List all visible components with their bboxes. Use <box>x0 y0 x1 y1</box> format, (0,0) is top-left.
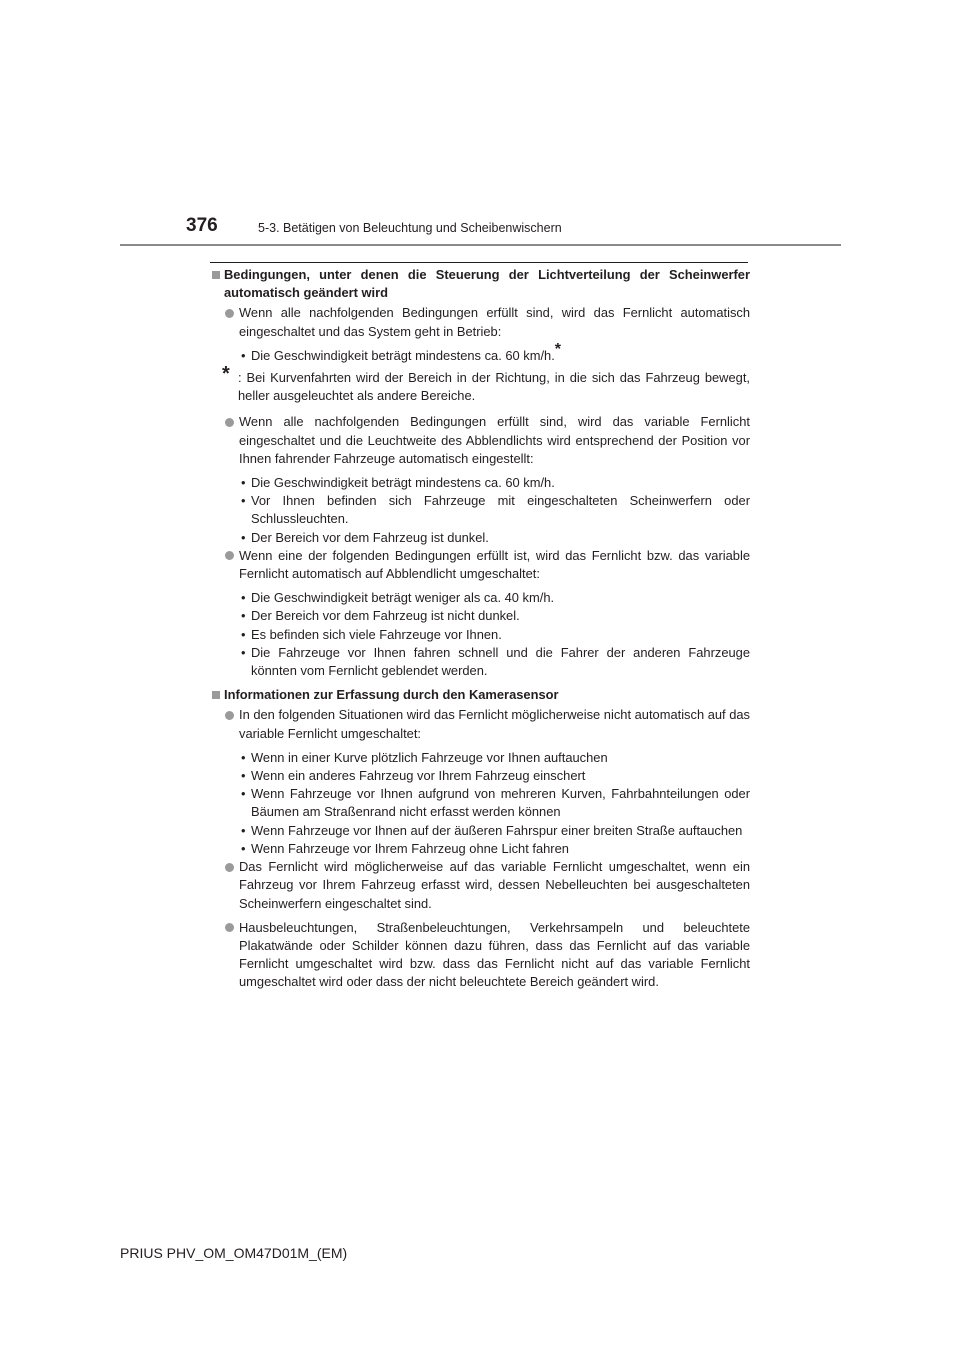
sub-bullet <box>212 529 750 547</box>
circle-bullet-icon <box>225 551 234 560</box>
bullet-mark: • <box>241 475 246 491</box>
bullet-text: Es befinden sich viele Fahrzeuge vor Ihnen. <box>251 626 502 642</box>
condition-item <box>212 413 750 468</box>
sub-bullet <box>212 822 750 840</box>
circle-bullet-icon <box>225 309 234 318</box>
bullet-text: Der Bereich vor dem Fahrzeug ist dunkel. <box>251 529 489 545</box>
bullet-text: Die Geschwindigkeit beträgt weniger als ca. 40 km/h. <box>251 590 555 606</box>
page-number: 376 <box>186 215 218 236</box>
item-text: Wenn alle nachfolgenden Bedingungen erfüllt sind, wird das variable Fernlicht eingeschaltet und die Leuchtweite des Abblendlichts wird entsprechend der Position vor Ihnen fahrender Fahrzeuge automatisch eingestellt: <box>239 414 750 466</box>
item-text: Wenn eine der folgenden Bedingungen erfüllt ist, wird das Fernlicht bzw. das variable Fernlicht automatisch auf Abblendlicht umgeschaltet: <box>239 547 750 582</box>
sub-bullet <box>212 749 750 767</box>
bullet-mark: • <box>241 529 246 545</box>
bullet-mark: • <box>241 644 246 660</box>
heading-text: Informationen zur Erfassung durch den Kamerasensor <box>224 687 559 703</box>
header-divider <box>120 244 841 246</box>
circle-bullet-icon <box>225 418 234 427</box>
condition-item <box>212 547 750 583</box>
item-text: Wenn alle nachfolgenden Bedingungen erfüllt sind, wird das Fernlicht automatisch eingeschaltet und das System geht in Betrieb: <box>239 305 750 339</box>
bullet-mark: • <box>241 347 246 363</box>
sub-bullet <box>212 767 750 785</box>
section-title: 5-3. Betätigen von Beleuchtung und Scheibenwischern <box>258 221 562 235</box>
sub-bullet <box>212 644 750 680</box>
heading-text: Bedingungen, unter denen die Steuerung der Lichtverteilung der Scheinwerfer automatisch geändert wird <box>224 267 750 301</box>
footnote-reference: * <box>554 340 562 358</box>
condition-item <box>212 304 750 340</box>
bullet-text: Die Fahrzeuge vor Ihnen fahren schnell und die Fahrer der anderen Fahrzeuge könnten vom Fernlicht geblendet werden. <box>251 644 750 679</box>
bullet-text: Wenn Fahrzeuge vor Ihrem Fahrzeug ohne Licht fahren <box>251 840 569 856</box>
bullet-text: Wenn Fahrzeuge vor Ihnen aufgrund von mehreren Kurven, Fahrbahnteilungen oder Bäumen am Straßenrand nicht erfasst werden können <box>251 786 750 820</box>
bullet-mark: • <box>241 822 246 838</box>
condition-item <box>212 706 750 742</box>
bullet-text: Der Bereich vor dem Fahrzeug ist nicht dunkel. <box>251 608 520 624</box>
square-bullet-icon <box>212 271 220 279</box>
item-text: In den folgenden Situationen wird das Fernlicht möglicherweise nicht automatisch auf das variable Fernlicht umgeschaltet: <box>239 707 750 741</box>
bullet-text: Vor Ihnen befinden sich Fahrzeuge mit eingeschalteten Scheinwerfern oder Schlussleuchten. <box>251 493 750 527</box>
square-bullet-icon <box>212 691 220 699</box>
bullet-mark: • <box>241 749 246 765</box>
sub-bullet <box>212 607 750 625</box>
sub-bullet <box>212 589 750 607</box>
circle-bullet-icon <box>225 923 234 932</box>
section-heading <box>212 686 750 704</box>
bullet-mark: • <box>241 840 246 856</box>
bullet-mark: • <box>241 768 246 784</box>
condition-item <box>212 919 750 992</box>
sub-bullet <box>212 840 750 858</box>
sub-bullet <box>212 340 750 365</box>
circle-bullet-icon <box>225 711 234 720</box>
bullet-mark: • <box>241 786 246 802</box>
bullet-mark: • <box>241 493 246 509</box>
bullet-mark: • <box>241 590 246 606</box>
footnote <box>212 363 750 405</box>
item-text: Das Fernlicht wird möglicherweise auf das variable Fernlicht umgeschaltet, wenn ein Fahrzeug vor Ihrem Fahrzeug erfasst wird, dessen Nebelleuchten bei ausgeschalteten Scheinwerfern eingeschaltet sind. <box>239 859 750 911</box>
sub-bullet <box>212 492 750 528</box>
bullet-text: Die Geschwindigkeit beträgt mindestens ca. 60 km/h. <box>251 475 555 491</box>
bullet-mark: • <box>241 608 246 624</box>
footnote-text: : Bei Kurvenfahrten wird der Bereich in der Richtung, in die sich das Fahrzeug bewegt, heller ausgeleuchtet als andere Bereiche. <box>238 370 750 404</box>
footnote-mark: * <box>222 363 230 386</box>
sub-bullet <box>212 626 750 644</box>
bullet-text: Die Geschwindigkeit beträgt mindestens ca. 60 km/h. <box>251 347 555 363</box>
document-id: PRIUS PHV_OM_OM47D01M_(EM) <box>120 1245 348 1261</box>
item-text: Hausbeleuchtungen, Straßenbeleuchtungen, Verkehrsampeln und beleuchtete Plakatwände oder Schilder können dazu führen, dass das Fernlicht auf das variable Fernlicht umgeschaltet wird bzw. dass das Fernlicht nicht auf das variable Fernlicht umgeschaltet wird oder dass der nicht beleuchtete Bereich geändert wird. <box>239 919 750 990</box>
bullet-text: Wenn Fahrzeuge vor Ihnen auf der äußeren Fahrspur einer breiten Straße auftauchen <box>251 822 743 838</box>
sub-bullet <box>212 785 750 821</box>
section-heading <box>212 266 750 302</box>
bullet-text: Wenn ein anderes Fahrzeug vor Ihrem Fahrzeug einschert <box>251 768 586 784</box>
condition-item <box>212 858 750 913</box>
sub-bullet <box>212 474 750 492</box>
content-divider <box>210 262 748 263</box>
circle-bullet-icon <box>225 863 234 872</box>
bullet-mark: • <box>241 626 246 642</box>
bullet-text: Wenn in einer Kurve plötzlich Fahrzeuge vor Ihnen auftauchen <box>251 749 608 765</box>
content-body <box>212 266 750 992</box>
